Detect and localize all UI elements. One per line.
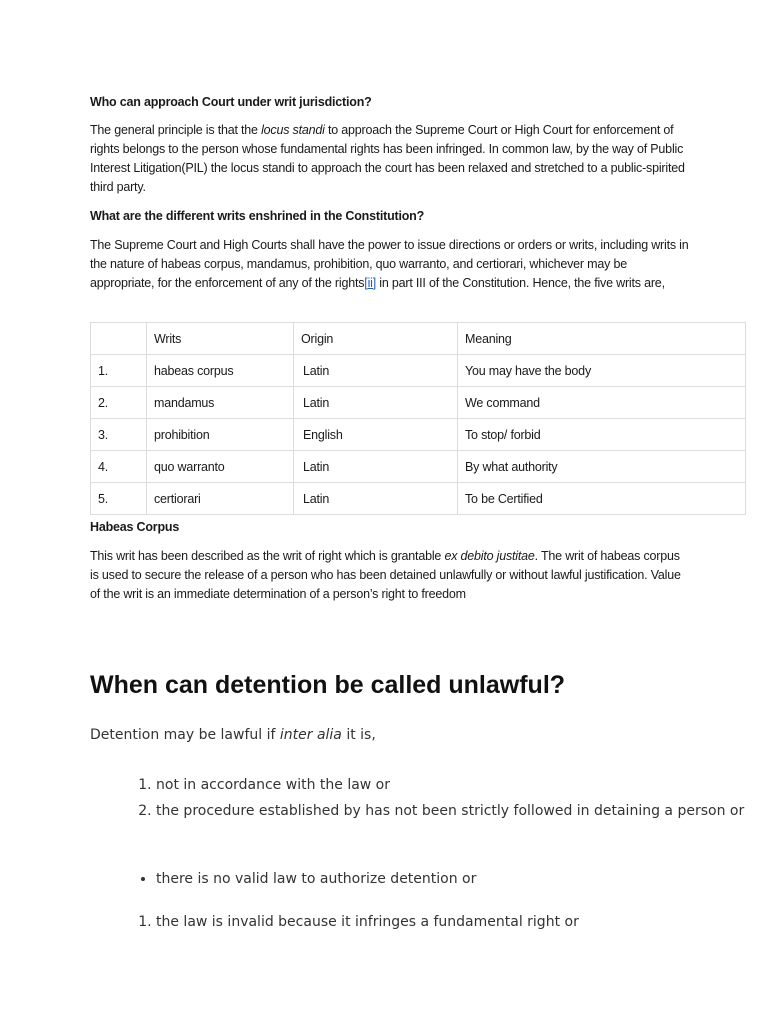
table-header-row (91, 323, 746, 355)
table-header-cell: Writs (147, 323, 294, 355)
question-heading-writs: What are the different writs enshrined in the Constitution? (90, 209, 425, 223)
table-row (91, 387, 746, 419)
list-item: 2. the procedure established by has not been strictly followed in detaining a person or (156, 798, 756, 824)
table-cell: To stop/ forbid (458, 419, 746, 451)
table-cell: quo warranto (147, 451, 294, 483)
intro-text: Detention may be lawful if (90, 727, 280, 743)
habeas-corpus-heading: Habeas Corpus (90, 520, 180, 534)
table-row (91, 451, 746, 483)
list-item: • there is no valid law to authorize detention or (156, 866, 756, 892)
table-cell: English (294, 419, 458, 451)
table-cell: By what authority (458, 451, 746, 483)
numbered-list (90, 909, 756, 935)
intro-text: it is, (341, 727, 376, 743)
table-row (91, 355, 746, 387)
table-row (91, 419, 746, 451)
table-cell: Latin (294, 355, 458, 387)
table-cell: prohibition (147, 419, 294, 451)
table-cell: To be Certified (458, 483, 746, 515)
table-cell: certiorari (147, 483, 294, 515)
italic-term: ex debito justitae (444, 549, 535, 563)
list-item: 1. not in accordance with the law or (156, 772, 756, 798)
table-cell: habeas corpus (147, 355, 294, 387)
table-cell: 5. (91, 483, 147, 515)
italic-term: locus standi (261, 123, 325, 137)
paragraph-writs (90, 236, 690, 293)
table-cell: Latin (294, 451, 458, 483)
footnote-link[interactable]: [ii] (364, 276, 376, 290)
table-cell: 1. (91, 355, 147, 387)
table-cell: mandamus (147, 387, 294, 419)
writs-table (90, 322, 746, 515)
paragraph-text: The Supreme Court and High Courts shall have the power to issue directions or orders or writs, including writs in the nature of habeas corpus, mandamus, prohibition, quo warranto, and certiorari, whichever may be appropriate, for the enforcement of any of the rights (90, 238, 689, 290)
list-item: 1. the law is invalid because it infringes a fundamental right or (156, 909, 756, 935)
table-cell: Latin (294, 387, 458, 419)
table-cell: You may have the body (458, 355, 746, 387)
paragraph-text: in part III of the Constitution. Hence, the five writs are, (376, 276, 665, 290)
table-cell: 2. (91, 387, 147, 419)
paragraph-locus-standi (90, 121, 690, 197)
paragraph-text: This writ has been described as the writ of right which is grantable (90, 549, 445, 563)
table-row (91, 483, 746, 515)
paragraph-text: . The writ of habeas corpus is used to secure the release of a person who has been detained unlawfully or without lawful justification. Value of the writ is an immediate determination of a person’s right to freedom (90, 549, 681, 601)
table-cell: Latin (294, 483, 458, 515)
section-heading: When can detention be called unlawful? (90, 671, 566, 699)
table-cell: We command (458, 387, 746, 419)
bullet-list (90, 866, 756, 892)
section-intro (90, 724, 376, 746)
paragraph-habeas-corpus (90, 547, 690, 604)
paragraph-text: to approach the Supreme Court or High Court for enforcement of rights belongs to the person whose fundamental rights has been infringed. In common law, by the way of Public Interest Litigation(PIL) the locus standi to approach the court has been relaxed and stretched to a public-spirited third party. (90, 123, 685, 194)
italic-term: inter alia (279, 727, 342, 743)
table-header-cell (91, 323, 147, 355)
table-cell: 3. (91, 419, 147, 451)
paragraph-text: The general principle is that the (90, 123, 262, 137)
table-cell: 4. (91, 451, 147, 483)
question-heading-locus-standi: Who can approach Court under writ jurisdiction? (90, 95, 372, 109)
numbered-list (90, 772, 756, 824)
table-header-cell: Meaning (458, 323, 746, 355)
table-header-cell: Origin (294, 323, 458, 355)
